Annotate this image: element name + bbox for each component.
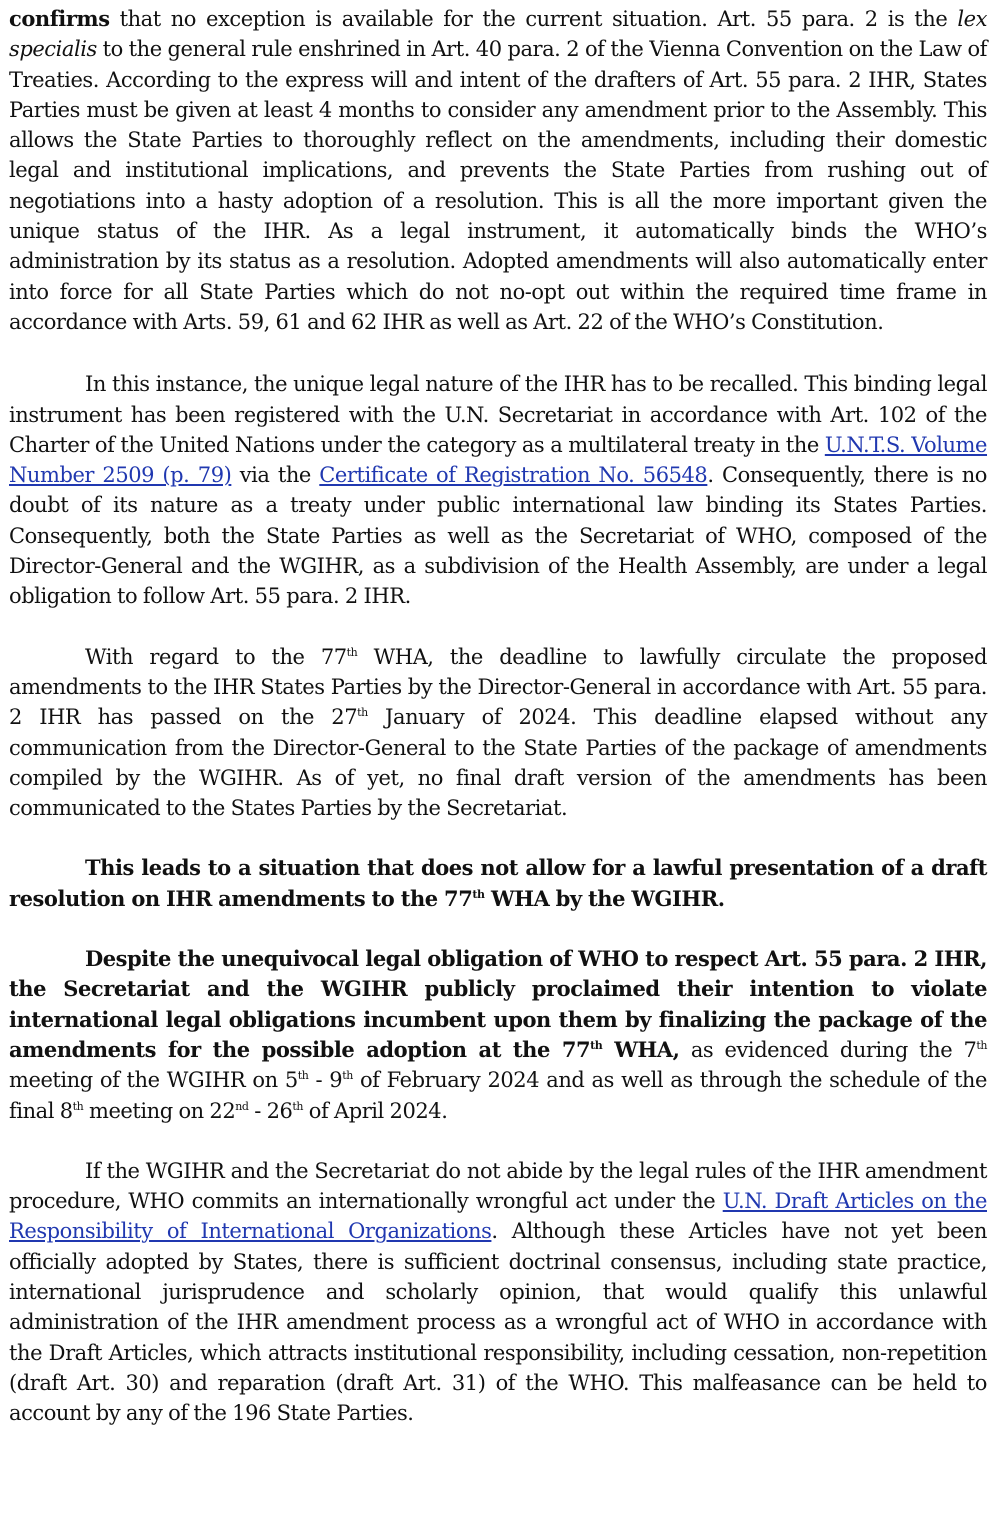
text-run: If the WGIHR and the Secretariat do not abide by the legal rules of the IHR amendment procedure, WHO commits an internationally wrongful act under the — [9, 1158, 987, 1214]
text-run: meeting of the WGIHR on 5 — [9, 1068, 298, 1093]
text-run: to the general rule enshrined in Art. 40 para. 2 of the Vienna Convention on the Law of Treaties. According to the express will and intent of the drafters of Art. 55 para. 2 IHR, States Parties must be given at least 4 months to consider any amendment prior to the Assembly. This allows the State Parties to thoroughly reflect on the amendments, including their domestic legal and institutional implications, and prevents the State Parties from rushing out of negotiations into a hasty adoption of a resolution. This is all the more important given the unique status of the IHR. As a legal instrument, it automatically binds the WHO’s administration by its status as a resolution. Adopted amendments will also automatically enter into force for all State Parties which do not no-opt out within the required time frame in accordance with Arts. 59, 61 and 62 IHR as well as Art. 22 of the WHO’s Constitution. — [9, 37, 987, 334]
text-run: - 26 — [248, 1098, 293, 1123]
certificate-registration-link[interactable]: Certificate of Registration No. 56548 — [319, 463, 708, 488]
paragraph-no-lawful-presentation — [9, 853, 987, 914]
text-run: of February 2024 and as well as through the schedule of the final 8 — [9, 1068, 987, 1123]
paragraph-violation-intent — [9, 944, 987, 1126]
superscript: th — [292, 1099, 304, 1113]
paragraph-deadline — [9, 642, 987, 824]
text-run: meeting on 22 — [83, 1098, 236, 1123]
superscript: th — [590, 1038, 603, 1052]
superscript: th — [342, 1069, 353, 1083]
text-run: of April 2024. — [303, 1098, 448, 1123]
document-page — [9, 4, 987, 1428]
text-run: January of 2024. This deadline elapsed without any communication from the Director-General to the State Parties of the package of amendments compiled by the WGIHR. As of yet, no final draft version of the amendments has been communicated to the States Parties by the Secretariat. — [9, 705, 987, 821]
bold-lead: confirms — [9, 6, 110, 31]
text-run: that no exception is available for the current situation. Art. 55 para. 2 is the — [109, 7, 958, 31]
superscript: th — [357, 706, 368, 720]
text-run: WHA, the deadline to lawfully circulate the proposed amendments to the IHR States Parties by the Director-General in accordance with Art. 55 para. 2 IHR has passed on the 27 — [9, 644, 987, 730]
superscript: nd — [235, 1099, 249, 1113]
superscript: th — [472, 887, 485, 901]
text-run: as evidenced during the 7 — [679, 1037, 977, 1062]
superscript: th — [297, 1069, 309, 1083]
text-run: WHA by the WGIHR. — [484, 885, 725, 911]
text-run: via the — [231, 463, 320, 488]
bold-text-run: Despite the unequivocal legal obligation of WHO to respect Art. 55 para. 2 IHR, the Secretariat and the WGIHR publicly proclaimed their intention to violate international legal obligations incumbent upon them by finalizing the package of the amendments for the possible adoption at the 77 — [9, 946, 987, 1062]
unts-volume-link[interactable]: U.N.T.S. Volume Number 2509 (p. 79) — [9, 432, 988, 488]
text-run: - 9 — [308, 1068, 343, 1093]
text-run: In this instance, the unique legal nature of the IHR has to be recalled. This binding legal instrument has been registered with the U.N. Secretariat in accordance with Art. 102 of the Charter of the United Nations under the category as a multilateral treaty in the — [9, 372, 987, 457]
italic-term: lex specialis — [9, 7, 987, 62]
superscript: th — [976, 1038, 987, 1052]
text-run: . Consequently, there is no doubt of its nature as a treaty under public international law binding its States Parties. Consequently, both the State Parties as well as the Secretariat of WHO, composed of the Director-General and the WGIHR, as a subdivision of the Health Assembly, are under a legal obligation to follow Art. 55 para. 2 IHR. — [9, 463, 988, 609]
superscript: th — [72, 1099, 84, 1113]
paragraph-wrongful-act — [9, 1156, 987, 1429]
bold-text-run: WHA, — [602, 1036, 680, 1062]
text-run: . Although these Articles have not yet been officially adopted by States, there is sufficient doctrinal consensus, including state practice, international jurisprudence and scholarly opinion, that would qualify this unlawful administration of the IHR amendment process as a wrongful act of WHO in accordance with the Draft Articles, which attracts institutional responsibility, including cessation, non-repetition (draft Art. 30) and reparation (draft Art. 31) of the WHO. This malfeasance can be held to account by any of the 196 State Parties. — [9, 1219, 987, 1426]
text-run: This leads to a situation that does not allow for a lawful presentation of a draft resolution on IHR amendments to the 77 — [9, 855, 987, 911]
superscript: th — [346, 645, 358, 659]
paragraph-legal-nature — [9, 369, 987, 611]
paragraph-art55-exception — [9, 4, 987, 337]
text-run: With regard to the 77 — [85, 644, 347, 669]
draft-articles-link[interactable]: U.N. Draft Articles on the Responsibility of International Organizations — [9, 1189, 987, 1244]
